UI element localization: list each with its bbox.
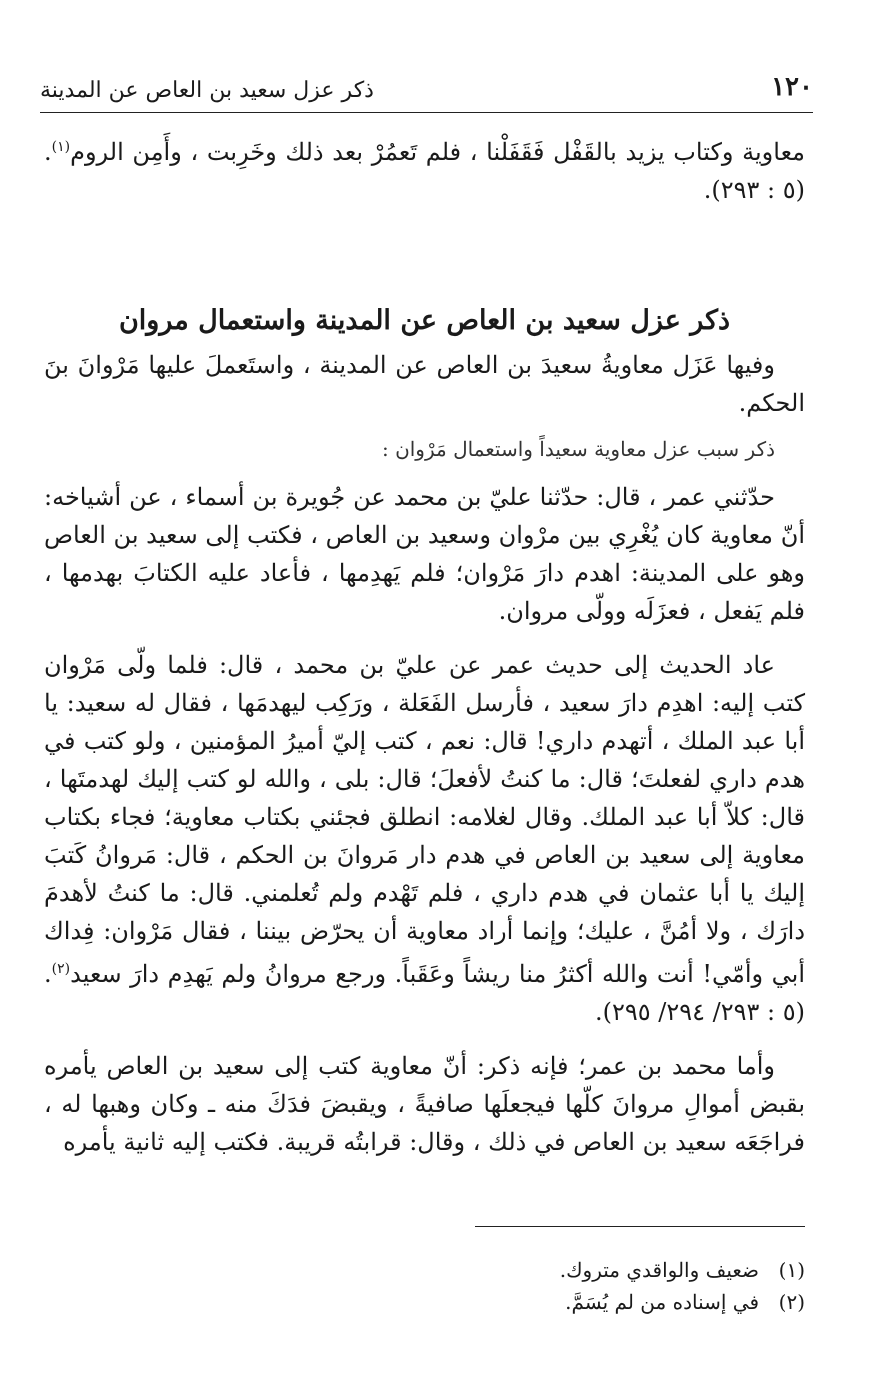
footnotes [44,1254,805,1318]
paragraph-2: عاد الحديث إلى حديث عمر عن عليّ بن محمد ، قال: فلما ولّى مَرْوان كتب إليه: اهدِم دارَ سعيد ، فأرسل الفَعَلة ، ورَكِب ليهدمَها ، فقال له سعيد: يا أبا عبد الملك ، أتهدم داري! قال: نعم ، كتب إليّ أميرُ المؤمنين ، ولو كتب في هدم داري لفعلتَ؛ قال: ما كنتُ لأفعلَ؛ قال: بلى ، والله لو كتب إليك لهدمتَها ، قال: كلاّ أبا عبد الملك. وقال لغلامه: انطلق فجئني بكتاب معاوية؛ فجاء بكتاب معاوية إلى سعيد بن العاص في هدم دار مَروانَ بن الحكم ، قال: مَروانُ كَتبَ إليك يا أبا عثمان في هدم داري ، فلم تَهْدم ولم تُعلمني. قال: ما كنتُ لأهدمَ دارَك ، ولا أمُنَّ ، عليك؛ وإنما أراد معاوية أن يحرّض بيننا ، فقال مَرْوان: فِداك أبي وأمّي! أنت والله أكثرُ منا ريشاً وعَقَباً. ورجع مروانُ ولم يَهدِم دارَ سعيد$^{(٢)}$. (٥ : ٢٩٣/ ٢٩٤/ ٢٩٥). [44,651,806,1026]
paragraph-3: وأما محمد بن عمر؛ فإنه ذكر: أنّ معاوية كتب إلى سعيد بن العاص يأمره بقبض أموالِ مروانَ كلّها فيجعلَها صافيةً ، ويقبضَ فدَكَ منه ـ وكان وهبها له ، فراجَعَه سعيد بن العاص في ذلك ، وقال: قرابتُه قريبة. فكتب إليه ثانية يأمره [44,1052,805,1156]
footnote-2: (٢)في إسناده من لم يُسَمَّ. [565,1290,805,1314]
footnote-divider [475,1226,805,1227]
page-number: ١٢٠ [771,72,813,102]
footnote-ref-1: (١) [51,139,71,155]
continuation-paragraph: معاوية وكتاب يزيد بالقَفْل فَقَفَلْنا ، فلم تَعمُرْ بعد ذلك وخَرِبت ، وأَمِن الروم$^{(١)}$. (٥ : ٢٩٣). [44,138,805,204]
section-title: ذكر عزل سعيد بن العاص عن المدينة واستعمال مروان [118,305,731,336]
reason-note-line: ذكر سبب عزل معاوية سعيداً واستعمال مَرْوان : [381,437,775,461]
running-title: ذكر عزل سعيد بن العاص عن المدينة [40,78,374,103]
intro-paragraph: وفيها عَزَل معاويةُ سعيدَ بن العاص عن المدينة ، واستَعملَ عليها مَرْوانَ بنَ الحكم. [44,351,805,417]
page-header [40,72,813,113]
page-body [44,128,805,1161]
footnote-1: (١)ضعيف والواقدي متروك. [559,1258,805,1282]
paragraph-1: حدّثني عمر ، قال: حدّثنا عليّ بن محمد عن جُويرة بن أسماء ، عن أشياخه: أنّ معاوية كان يُغْرِي بين مرْوان وسعيد بن العاص ، فكتب إلى سعيد بن العاص وهو على المدينة: اهدم دارَ مَرْوان؛ فلم يَهدِمها ، فأعاد عليه الكتابَ بهدمها ، فلم يَفعل ، فعزَلَه وولّى مروان. [44,483,805,625]
footnote-ref-2: (٢) [51,961,71,977]
